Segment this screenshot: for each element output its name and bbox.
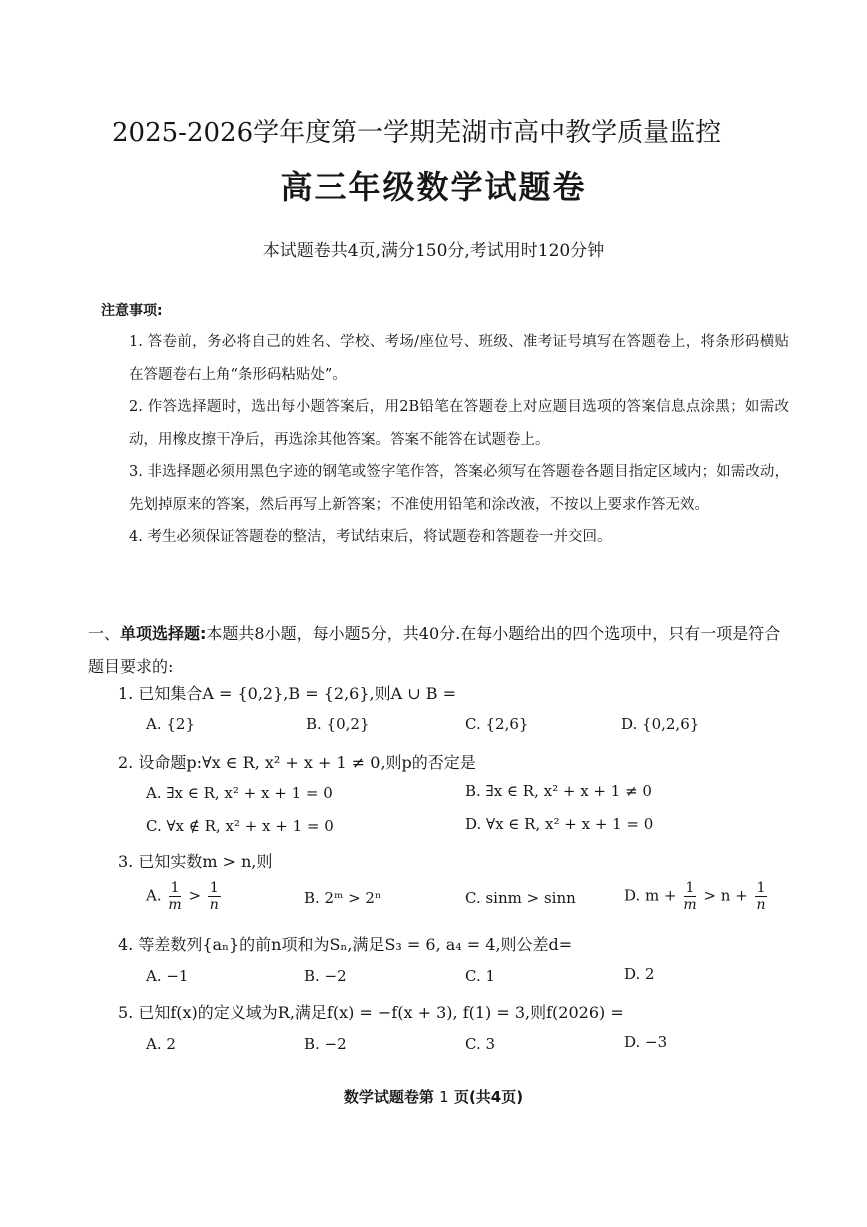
- question-stem: 1. 已知集合A = {0,2},B = {2,6},则A ∪ B =: [118, 684, 456, 703]
- answer-option: A. −1: [146, 967, 189, 985]
- exam-title: 高三年级数学试题卷: [280, 168, 587, 206]
- answer-option: C. ∀x ∉ R, x² + x + 1 = 0: [146, 817, 334, 835]
- notes-list: [129, 326, 789, 554]
- note-text: 作答选择题时，选出每小题答案后，用2B铅笔在答题卷上对应题目选项的答案信息点涂黑；如需改动，用橡皮擦干净后，再选涂其他答案。答案不能答在试题卷上。: [129, 399, 789, 448]
- exam-subtitle: 本试题卷共4页,满分150分,考试用时120分钟: [262, 241, 605, 261]
- fraction-denominator: m: [168, 897, 182, 913]
- answer-option: D. −3: [624, 1033, 668, 1051]
- answer-option: C. {2,6}: [465, 715, 529, 733]
- note-text: 非选择题必须用黑色字迹的钢笔或签字笔作答，答案必须写在答题卷各题目指定区域内；如需改动，先划掉原来的答案，然后再写上新答案；不准使用铅笔和涂改液，不按以上要求作答无效。: [129, 464, 790, 513]
- answer-option: C. 3: [465, 1035, 496, 1053]
- note-number: 3.: [129, 464, 143, 480]
- note-item: [129, 326, 789, 391]
- fraction: [683, 880, 696, 913]
- question-stem: 4. 等差数列{aₙ}的前n项和为Sₙ,满足S₃ = 6, a₄ = 4,则公差d=: [118, 935, 573, 954]
- notes-heading: 注意事项:: [101, 303, 163, 319]
- answer-option: A. 2: [146, 1035, 176, 1053]
- question-stem: 3. 已知实数m > n,则: [118, 852, 273, 871]
- note-number: 4.: [129, 529, 143, 545]
- fraction: [208, 880, 221, 913]
- section-description: 本题共8小题，每小题5分，共40分.在每小题给出的四个选项中，只有一项是符合题目要求的:: [88, 624, 781, 676]
- footer-prefix: 数学试题卷第: [343, 1088, 434, 1106]
- page-number: 1: [439, 1088, 449, 1106]
- exam-org-line: 2025-2026学年度第一学期芜湖市高中教学质量监控: [112, 118, 722, 148]
- answer-option: A. {2}: [146, 715, 195, 733]
- fraction-denominator: n: [209, 897, 219, 913]
- answer-option: D. ∀x ∈ R, x² + x + 1 = 0: [465, 815, 654, 833]
- fraction-numerator: 1: [170, 880, 180, 896]
- answer-option: D. {0,2,6}: [621, 715, 700, 733]
- fraction: [755, 880, 768, 913]
- fraction-denominator: m: [683, 897, 697, 913]
- fraction-numerator: 1: [685, 880, 695, 896]
- answer-option: B. −2: [304, 967, 347, 985]
- footer-suffix: 页(共4页): [453, 1088, 524, 1106]
- option-prefix: D. m +: [624, 886, 677, 905]
- section-label: 单项选择题:: [120, 624, 207, 643]
- answer-option: B. −2: [304, 1035, 347, 1053]
- note-item: [129, 456, 789, 521]
- note-text: 考生必须保证答题卷的整洁，考试结束后，将试题卷和答题卷一并交回。: [147, 529, 612, 545]
- note-number: 2.: [129, 399, 143, 415]
- note-item: [129, 391, 789, 456]
- answer-option: C. sinm > sinn: [465, 889, 576, 907]
- answer-option: B. ∃x ∈ R, x² + x + 1 ≠ 0: [465, 782, 652, 800]
- fraction-numerator: 1: [756, 880, 766, 896]
- option-prefix: A.: [146, 886, 162, 905]
- section-heading: [88, 617, 788, 683]
- note-text: 答卷前，务必将自己的姓名、学校、考场/座位号、班级、准考证号填写在答题卷上，将条形码横贴在答题卷右上角“条形码粘贴处”。: [129, 334, 790, 383]
- answer-option: [146, 880, 223, 913]
- fraction: [168, 880, 181, 913]
- answer-option: D. 2: [624, 965, 655, 983]
- answer-option: B. {0,2}: [306, 715, 370, 733]
- answer-option: C. 1: [465, 967, 496, 985]
- answer-option: A. ∃x ∈ R, x² + x + 1 = 0: [146, 784, 333, 802]
- answer-option: [624, 880, 769, 913]
- math-operator: >: [188, 886, 202, 905]
- fraction-numerator: 1: [209, 880, 219, 896]
- question-stem: 5. 已知f(x)的定义域为R,满足f(x) = −f(x + 3), f(1) = 3,则f(2026) =: [118, 1003, 624, 1022]
- note-number: 1.: [129, 334, 143, 350]
- question-stem: 2. 设命题p:∀x ∈ R, x² + x + 1 ≠ 0,则p的否定是: [118, 753, 476, 772]
- page-footer: [0, 1086, 867, 1107]
- fraction-denominator: n: [756, 897, 766, 913]
- answer-option: B. 2ᵐ > 2ⁿ: [304, 889, 382, 907]
- note-item: [129, 521, 789, 554]
- section-number: 一、: [88, 624, 121, 643]
- math-operator: > n +: [703, 886, 748, 905]
